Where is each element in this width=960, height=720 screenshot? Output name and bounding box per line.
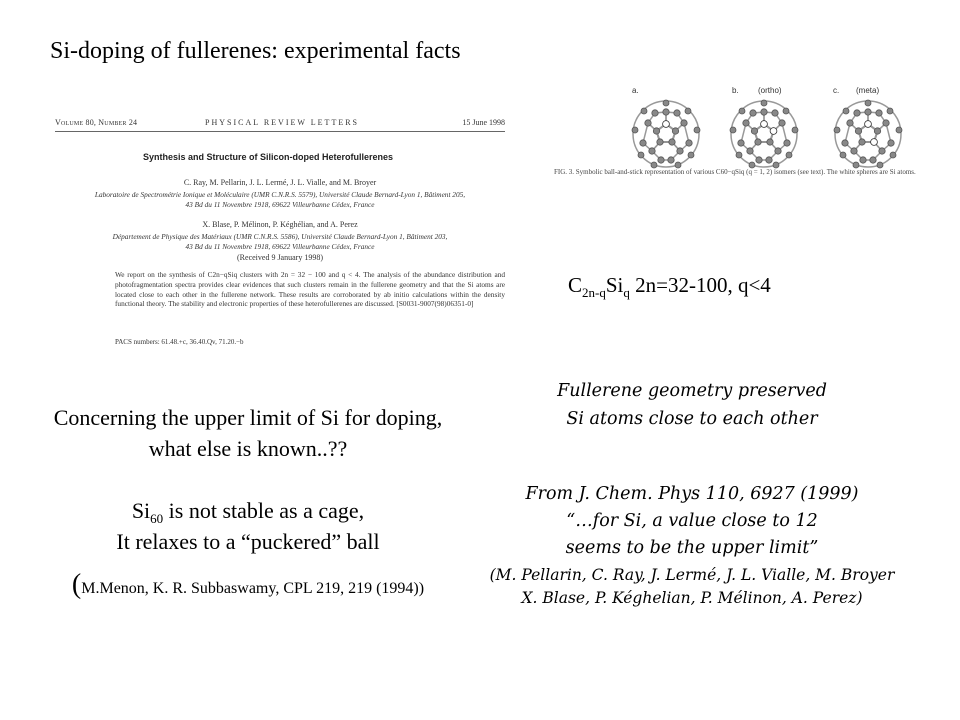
si-atom-b-1 xyxy=(761,121,768,128)
paper-pacs: PACS numbers: 61.48.+c, 36.40.Qv, 71.20.−b xyxy=(115,338,244,346)
formula-sub-2n-q: 2n-q xyxy=(582,285,606,300)
formula-si: Si xyxy=(605,273,624,297)
paper-volume: Volume 80, Number 24 xyxy=(55,118,138,127)
si-close-text: Si atoms close to each other xyxy=(566,409,818,429)
figure-label-c: c. xyxy=(833,86,840,95)
figure-label-ortho: (ortho) xyxy=(758,86,782,95)
upper-limit-text xyxy=(0,402,496,604)
formula-sub-q: q xyxy=(623,285,630,300)
paper-affiliation-2-line-2: 43 Bd du 11 Novembre 1918, 69622 Villeurbanne Cédex, France xyxy=(185,242,375,251)
slide-title: Si-doping of fullerenes: experimental facts xyxy=(50,38,461,64)
jcp-authors-2: X. Blase, P. Kéghelian, P. Mélinon, A. Perez) xyxy=(521,589,863,607)
upper-limit-question-2: what else is known..?? xyxy=(148,436,348,461)
paper-date: 15 June 1998 xyxy=(462,118,505,127)
fullerene-ball-b xyxy=(730,100,798,168)
reference-text: M.Menon, K. R. Subbaswamy, CPL 219, 219 (1994)) xyxy=(81,580,425,597)
si-atom-b-2 xyxy=(770,128,777,135)
fullerene-figure xyxy=(548,76,960,226)
reference-open-paren: ( xyxy=(71,569,82,600)
jcp-reference: From J. Chem. Phys 110, 6927 (1999) xyxy=(525,484,859,504)
paper-abstract: We report on the synthesis of C2n−qSiq clusters with 2n = 32 − 100 and q < 4. The analysis of the abundance distribution and photofragmentation spectra provides clear evidences that such clusters remain in the fullerene geometry and that the Si atoms are located close to each other in the fullerene network. These results are corroborated by ab initio calculations within the density functional theory. The stability and electronic properties of these heterofullerenes are discussed. [S0031-9007(98)06351-0] xyxy=(115,270,505,309)
jcp-quote-1: “…for Si, a value close to 12 xyxy=(566,511,818,531)
fullerene-geometry-text: Fullerene geometry preserved xyxy=(557,381,827,401)
paper-received: (Received 9 January 1998) xyxy=(237,253,323,262)
jcp-authors-1: (M. Pellarin, C. Ray, J. Lermé, J. L. Vialle, M. Broyer xyxy=(489,566,895,584)
paper-affiliation-1-line-2: 43 Bd du 11 Novembre 1918, 69622 Villeurbanne Cédex, France xyxy=(185,200,375,209)
si60-rest: is not stable as a cage, xyxy=(163,498,365,523)
si-atom-c-1 xyxy=(865,121,872,128)
fullerene-ball-c xyxy=(834,100,902,168)
paper-journal: PHYSICAL REVIEW LETTERS xyxy=(205,118,359,127)
formula xyxy=(568,273,771,298)
paper-scan xyxy=(55,112,510,352)
fullerene-ball-a xyxy=(632,100,700,168)
menon-reference xyxy=(0,569,496,604)
si60-statement xyxy=(0,495,496,526)
paper-header xyxy=(55,118,505,132)
si-atom-a xyxy=(663,121,670,128)
paper-affiliation-1-line-1: Laboratoire de Spectrométrie Ionique et Moléculaire (UMR C.N.R.S. 5579), Université Claude Bernard-Lyon 1, Bâtiment 205, xyxy=(94,190,466,199)
formula-range: 2n=32-100, q<4 xyxy=(629,273,771,297)
paper-title: Synthesis and Structure of Silicon-doped Heterofullerenes xyxy=(143,152,394,162)
upper-limit-question-1: Concerning the upper limit of Si for doping, xyxy=(53,405,443,430)
figure-caption: FIG. 3. Symbolic ball-and-stick representation of various C60−qSiq (q = 1, 2) isomers (see text). The white spheres are Si atoms. xyxy=(554,168,916,176)
jcp-quote-2: seems to be the upper limit” xyxy=(565,538,819,558)
si60-subscript: 60 xyxy=(150,511,164,526)
paper-affiliation-2-line-1: Département de Physique des Matériaux (UMR C.N.R.S. 5586), Université Claude Bernard-Lyon 1, Bâtiment 203, xyxy=(112,232,448,241)
paper-header-rule xyxy=(55,131,505,132)
paper-authors-2: X. Blase, P. Mélinon, P. Kéghélian, and A. Perez xyxy=(202,220,358,229)
paper-authors-1: C. Ray, M. Pellarin, J. L. Lermé, J. L. Vialle, and M. Broyer xyxy=(183,178,377,187)
formula-c: C xyxy=(568,273,583,297)
si60-si: Si xyxy=(131,498,151,523)
figure-label-meta: (meta) xyxy=(856,86,880,95)
si-atom-c-2 xyxy=(871,139,878,146)
figure-label-a: a. xyxy=(632,86,639,95)
figure-label-b: b. xyxy=(732,86,739,95)
puckered-statement: It relaxes to a “puckered” ball xyxy=(116,529,380,554)
